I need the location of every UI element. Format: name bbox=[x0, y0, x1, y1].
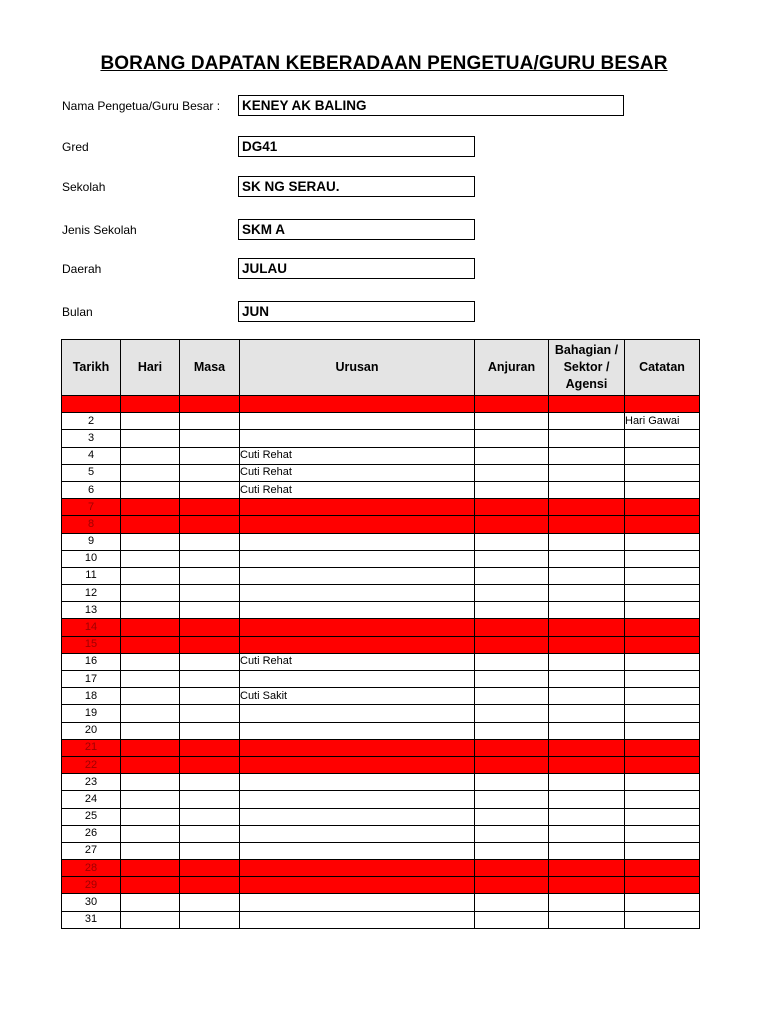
cell-hari[interactable] bbox=[121, 499, 180, 516]
cell-anjuran[interactable] bbox=[475, 516, 549, 533]
cell-urusan[interactable] bbox=[240, 774, 475, 791]
cell-anjuran[interactable] bbox=[475, 602, 549, 619]
cell-catatan[interactable] bbox=[625, 619, 700, 636]
cell-catatan[interactable] bbox=[625, 911, 700, 928]
cell-bahagian[interactable] bbox=[549, 894, 625, 911]
header-masa: Masa bbox=[180, 340, 240, 396]
cell-masa[interactable] bbox=[180, 636, 240, 653]
cell-anjuran[interactable] bbox=[475, 585, 549, 602]
cell-catatan[interactable] bbox=[625, 430, 700, 447]
cell-hari[interactable] bbox=[121, 585, 180, 602]
cell-catatan[interactable] bbox=[625, 894, 700, 911]
cell-catatan[interactable] bbox=[625, 671, 700, 688]
table-row bbox=[62, 585, 700, 602]
form-title: BORANG DAPATAN KEBERADAAN PENGETUA/GURU BESAR bbox=[100, 53, 668, 74]
cell-masa[interactable] bbox=[180, 447, 240, 464]
cell-catatan[interactable] bbox=[625, 825, 700, 842]
cell-hari[interactable] bbox=[121, 774, 180, 791]
cell-anjuran[interactable] bbox=[475, 533, 549, 550]
cell-hari[interactable] bbox=[121, 413, 180, 430]
cell-anjuran[interactable] bbox=[475, 671, 549, 688]
cell-anjuran[interactable] bbox=[475, 756, 549, 773]
cell-masa[interactable] bbox=[180, 722, 240, 739]
cell-urusan[interactable] bbox=[240, 722, 475, 739]
cell-anjuran[interactable] bbox=[475, 791, 549, 808]
cell-bahagian[interactable] bbox=[549, 585, 625, 602]
cell-anjuran[interactable] bbox=[475, 894, 549, 911]
cell-masa[interactable] bbox=[180, 430, 240, 447]
cell-hari[interactable] bbox=[121, 739, 180, 756]
cell-bahagian[interactable] bbox=[549, 481, 625, 498]
cell-masa[interactable] bbox=[180, 774, 240, 791]
cell-catatan[interactable] bbox=[625, 653, 700, 670]
cell-bahagian[interactable] bbox=[549, 550, 625, 567]
field-bulan[interactable]: JUN bbox=[238, 301, 475, 322]
cell-urusan[interactable] bbox=[240, 499, 475, 516]
cell-tarikh[interactable]: 24 bbox=[62, 791, 121, 808]
cell-anjuran[interactable] bbox=[475, 705, 549, 722]
cell-urusan[interactable]: Cuti Rehat bbox=[240, 464, 475, 481]
cell-anjuran[interactable] bbox=[475, 430, 549, 447]
cell-tarikh[interactable]: 31 bbox=[62, 911, 121, 928]
cell-anjuran[interactable] bbox=[475, 636, 549, 653]
cell-tarikh[interactable]: 7 bbox=[62, 499, 121, 516]
cell-urusan[interactable]: Cuti Rehat bbox=[240, 653, 475, 670]
cell-urusan[interactable] bbox=[240, 808, 475, 825]
cell-catatan[interactable] bbox=[625, 791, 700, 808]
cell-bahagian[interactable] bbox=[549, 516, 625, 533]
cell-bahagian[interactable] bbox=[549, 860, 625, 877]
cell-masa[interactable] bbox=[180, 619, 240, 636]
cell-tarikh[interactable]: 18 bbox=[62, 688, 121, 705]
cell-masa[interactable] bbox=[180, 860, 240, 877]
cell-hari[interactable] bbox=[121, 894, 180, 911]
cell-tarikh[interactable]: 16 bbox=[62, 653, 121, 670]
cell-masa[interactable] bbox=[180, 756, 240, 773]
cell-masa[interactable] bbox=[180, 396, 240, 413]
cell-bahagian[interactable] bbox=[549, 825, 625, 842]
cell-catatan[interactable] bbox=[625, 842, 700, 859]
cell-bahagian[interactable] bbox=[549, 911, 625, 928]
cell-hari[interactable] bbox=[121, 567, 180, 584]
table-row bbox=[62, 430, 700, 447]
table-row bbox=[62, 602, 700, 619]
cell-catatan[interactable] bbox=[625, 860, 700, 877]
cell-hari[interactable] bbox=[121, 516, 180, 533]
cell-masa[interactable] bbox=[180, 842, 240, 859]
table-row bbox=[62, 447, 700, 464]
cell-masa[interactable] bbox=[180, 499, 240, 516]
cell-bahagian[interactable] bbox=[549, 499, 625, 516]
cell-bahagian[interactable] bbox=[549, 774, 625, 791]
cell-urusan[interactable] bbox=[240, 894, 475, 911]
cell-hari[interactable] bbox=[121, 602, 180, 619]
table-row bbox=[62, 413, 700, 430]
cell-bahagian[interactable] bbox=[549, 671, 625, 688]
cell-urusan[interactable] bbox=[240, 585, 475, 602]
label-jenis-sekolah: Jenis Sekolah bbox=[62, 223, 137, 237]
cell-bahagian[interactable] bbox=[549, 808, 625, 825]
cell-urusan[interactable] bbox=[240, 396, 475, 413]
cell-tarikh[interactable]: 22 bbox=[62, 756, 121, 773]
cell-hari[interactable] bbox=[121, 911, 180, 928]
cell-tarikh[interactable]: 4 bbox=[62, 447, 121, 464]
cell-urusan[interactable] bbox=[240, 550, 475, 567]
cell-catatan[interactable] bbox=[625, 499, 700, 516]
cell-hari[interactable] bbox=[121, 705, 180, 722]
cell-urusan[interactable] bbox=[240, 842, 475, 859]
header-urusan: Urusan bbox=[240, 340, 475, 396]
cell-hari[interactable] bbox=[121, 791, 180, 808]
cell-anjuran[interactable] bbox=[475, 825, 549, 842]
cell-tarikh[interactable]: 15 bbox=[62, 636, 121, 653]
cell-tarikh[interactable]: 3 bbox=[62, 430, 121, 447]
attendance-table bbox=[61, 339, 700, 929]
cell-tarikh[interactable]: 12 bbox=[62, 585, 121, 602]
cell-catatan[interactable] bbox=[625, 739, 700, 756]
cell-hari[interactable] bbox=[121, 671, 180, 688]
cell-bahagian[interactable] bbox=[549, 396, 625, 413]
cell-anjuran[interactable] bbox=[475, 722, 549, 739]
cell-hari[interactable] bbox=[121, 396, 180, 413]
cell-catatan[interactable] bbox=[625, 585, 700, 602]
cell-bahagian[interactable] bbox=[549, 619, 625, 636]
cell-masa[interactable] bbox=[180, 739, 240, 756]
cell-catatan[interactable] bbox=[625, 877, 700, 894]
cell-bahagian[interactable] bbox=[549, 756, 625, 773]
table-row bbox=[62, 516, 700, 533]
table-row bbox=[62, 825, 700, 842]
cell-catatan[interactable] bbox=[625, 447, 700, 464]
cell-tarikh[interactable]: 6 bbox=[62, 481, 121, 498]
cell-urusan[interactable] bbox=[240, 516, 475, 533]
cell-catatan[interactable] bbox=[625, 808, 700, 825]
cell-hari[interactable] bbox=[121, 464, 180, 481]
table-row bbox=[62, 688, 700, 705]
cell-tarikh[interactable]: 14 bbox=[62, 619, 121, 636]
cell-hari[interactable] bbox=[121, 653, 180, 670]
cell-bahagian[interactable] bbox=[549, 722, 625, 739]
cell-catatan[interactable] bbox=[625, 516, 700, 533]
cell-masa[interactable] bbox=[180, 550, 240, 567]
cell-urusan[interactable] bbox=[240, 602, 475, 619]
cell-urusan[interactable]: Cuti Rehat bbox=[240, 481, 475, 498]
field-nama[interactable]: KENEY AK BALING bbox=[238, 95, 624, 116]
cell-tarikh[interactable]: 26 bbox=[62, 825, 121, 842]
cell-masa[interactable] bbox=[180, 533, 240, 550]
cell-masa[interactable] bbox=[180, 481, 240, 498]
table-row bbox=[62, 499, 700, 516]
cell-hari[interactable] bbox=[121, 619, 180, 636]
cell-catatan[interactable] bbox=[625, 774, 700, 791]
header-hari: Hari bbox=[121, 340, 180, 396]
cell-urusan[interactable] bbox=[240, 671, 475, 688]
table-row bbox=[62, 705, 700, 722]
label-nama: Nama Pengetua/Guru Besar : bbox=[62, 99, 221, 113]
cell-masa[interactable] bbox=[180, 791, 240, 808]
cell-bahagian[interactable] bbox=[549, 688, 625, 705]
cell-masa[interactable] bbox=[180, 567, 240, 584]
table-row bbox=[62, 533, 700, 550]
table-header-row bbox=[62, 340, 700, 396]
cell-hari[interactable] bbox=[121, 825, 180, 842]
table-row bbox=[62, 481, 700, 498]
cell-tarikh[interactable]: 21 bbox=[62, 739, 121, 756]
cell-bahagian[interactable] bbox=[549, 602, 625, 619]
cell-urusan[interactable] bbox=[240, 705, 475, 722]
cell-bahagian[interactable] bbox=[549, 567, 625, 584]
cell-masa[interactable] bbox=[180, 705, 240, 722]
cell-tarikh[interactable]: 13 bbox=[62, 602, 121, 619]
cell-anjuran[interactable] bbox=[475, 877, 549, 894]
cell-urusan[interactable] bbox=[240, 533, 475, 550]
cell-masa[interactable] bbox=[180, 911, 240, 928]
cell-masa[interactable] bbox=[180, 585, 240, 602]
cell-tarikh[interactable]: 20 bbox=[62, 722, 121, 739]
cell-urusan[interactable] bbox=[240, 756, 475, 773]
cell-anjuran[interactable] bbox=[475, 396, 549, 413]
cell-catatan[interactable] bbox=[625, 464, 700, 481]
cell-hari[interactable] bbox=[121, 722, 180, 739]
cell-anjuran[interactable] bbox=[475, 774, 549, 791]
cell-urusan[interactable]: Cuti Sakit bbox=[240, 688, 475, 705]
cell-tarikh[interactable]: 2 bbox=[62, 413, 121, 430]
header-tarikh: Tarikh bbox=[62, 340, 121, 396]
cell-masa[interactable] bbox=[180, 413, 240, 430]
cell-anjuran[interactable] bbox=[475, 499, 549, 516]
cell-hari[interactable] bbox=[121, 447, 180, 464]
table-row bbox=[62, 550, 700, 567]
cell-tarikh[interactable]: 9 bbox=[62, 533, 121, 550]
cell-tarikh[interactable]: 27 bbox=[62, 842, 121, 859]
cell-bahagian[interactable] bbox=[549, 447, 625, 464]
table-row bbox=[62, 671, 700, 688]
cell-tarikh[interactable]: 17 bbox=[62, 671, 121, 688]
table-row bbox=[62, 739, 700, 756]
cell-hari[interactable] bbox=[121, 877, 180, 894]
cell-hari[interactable] bbox=[121, 688, 180, 705]
cell-hari[interactable] bbox=[121, 481, 180, 498]
label-bulan: Bulan bbox=[62, 305, 93, 319]
cell-tarikh[interactable]: 10 bbox=[62, 550, 121, 567]
table-row bbox=[62, 396, 700, 413]
field-jenis-sekolah[interactable]: SKM A bbox=[238, 219, 475, 240]
cell-catatan[interactable] bbox=[625, 533, 700, 550]
cell-bahagian[interactable] bbox=[549, 877, 625, 894]
cell-anjuran[interactable] bbox=[475, 688, 549, 705]
cell-bahagian[interactable] bbox=[549, 842, 625, 859]
cell-tarikh[interactable]: 30 bbox=[62, 894, 121, 911]
cell-hari[interactable] bbox=[121, 533, 180, 550]
header-catatan: Catatan bbox=[625, 340, 700, 396]
table-row bbox=[62, 791, 700, 808]
table-row bbox=[62, 722, 700, 739]
cell-bahagian[interactable] bbox=[549, 705, 625, 722]
field-sekolah[interactable]: SK NG SERAU. bbox=[238, 176, 475, 197]
cell-bahagian[interactable] bbox=[549, 533, 625, 550]
cell-anjuran[interactable] bbox=[475, 911, 549, 928]
cell-masa[interactable] bbox=[180, 464, 240, 481]
cell-masa[interactable] bbox=[180, 653, 240, 670]
cell-masa[interactable] bbox=[180, 825, 240, 842]
cell-tarikh[interactable]: 19 bbox=[62, 705, 121, 722]
table-row bbox=[62, 877, 700, 894]
cell-urusan[interactable] bbox=[240, 636, 475, 653]
cell-masa[interactable] bbox=[180, 808, 240, 825]
header-bahagian: Bahagian / Sektor / Agensi bbox=[549, 340, 625, 396]
cell-masa[interactable] bbox=[180, 688, 240, 705]
cell-hari[interactable] bbox=[121, 550, 180, 567]
label-daerah: Daerah bbox=[62, 262, 102, 276]
table-row bbox=[62, 619, 700, 636]
cell-bahagian[interactable] bbox=[549, 464, 625, 481]
cell-bahagian[interactable] bbox=[549, 430, 625, 447]
cell-hari[interactable] bbox=[121, 842, 180, 859]
cell-catatan[interactable] bbox=[625, 567, 700, 584]
cell-tarikh[interactable]: 25 bbox=[62, 808, 121, 825]
cell-catatan[interactable] bbox=[625, 722, 700, 739]
table-row bbox=[62, 842, 700, 859]
cell-hari[interactable] bbox=[121, 430, 180, 447]
table-row bbox=[62, 756, 700, 773]
cell-bahagian[interactable] bbox=[549, 413, 625, 430]
cell-masa[interactable] bbox=[180, 877, 240, 894]
cell-tarikh[interactable]: 8 bbox=[62, 516, 121, 533]
cell-masa[interactable] bbox=[180, 894, 240, 911]
cell-bahagian[interactable] bbox=[549, 653, 625, 670]
cell-catatan[interactable] bbox=[625, 481, 700, 498]
cell-urusan[interactable] bbox=[240, 877, 475, 894]
cell-anjuran[interactable] bbox=[475, 653, 549, 670]
cell-bahagian[interactable] bbox=[549, 791, 625, 808]
cell-hari[interactable] bbox=[121, 808, 180, 825]
cell-anjuran[interactable] bbox=[475, 447, 549, 464]
table-body bbox=[62, 396, 700, 929]
table-row bbox=[62, 567, 700, 584]
cell-catatan[interactable] bbox=[625, 550, 700, 567]
cell-urusan[interactable] bbox=[240, 430, 475, 447]
cell-tarikh[interactable]: 23 bbox=[62, 774, 121, 791]
cell-anjuran[interactable] bbox=[475, 739, 549, 756]
cell-anjuran[interactable] bbox=[475, 550, 549, 567]
field-gred[interactable]: DG41 bbox=[238, 136, 475, 157]
cell-catatan[interactable] bbox=[625, 756, 700, 773]
label-sekolah: Sekolah bbox=[62, 180, 106, 194]
table-row bbox=[62, 653, 700, 670]
table-row bbox=[62, 860, 700, 877]
cell-catatan[interactable] bbox=[625, 602, 700, 619]
cell-tarikh[interactable]: 5 bbox=[62, 464, 121, 481]
cell-catatan[interactable] bbox=[625, 636, 700, 653]
table-row bbox=[62, 636, 700, 653]
table-row bbox=[62, 774, 700, 791]
cell-catatan[interactable]: Hari Gawai bbox=[625, 413, 700, 430]
cell-hari[interactable] bbox=[121, 756, 180, 773]
cell-anjuran[interactable] bbox=[475, 464, 549, 481]
cell-anjuran[interactable] bbox=[475, 808, 549, 825]
cell-bahagian[interactable] bbox=[549, 636, 625, 653]
cell-tarikh[interactable]: 11 bbox=[62, 567, 121, 584]
cell-anjuran[interactable] bbox=[475, 842, 549, 859]
cell-masa[interactable] bbox=[180, 516, 240, 533]
label-gred: Gred bbox=[62, 140, 89, 154]
table-row bbox=[62, 808, 700, 825]
cell-tarikh[interactable] bbox=[62, 396, 121, 413]
cell-urusan[interactable]: Cuti Rehat bbox=[240, 447, 475, 464]
cell-anjuran[interactable] bbox=[475, 413, 549, 430]
cell-urusan[interactable] bbox=[240, 413, 475, 430]
cell-anjuran[interactable] bbox=[475, 619, 549, 636]
cell-urusan[interactable] bbox=[240, 739, 475, 756]
cell-urusan[interactable] bbox=[240, 567, 475, 584]
cell-urusan[interactable] bbox=[240, 911, 475, 928]
cell-anjuran[interactable] bbox=[475, 481, 549, 498]
cell-hari[interactable] bbox=[121, 636, 180, 653]
cell-catatan[interactable] bbox=[625, 705, 700, 722]
cell-catatan[interactable] bbox=[625, 688, 700, 705]
table-row bbox=[62, 911, 700, 928]
table-row bbox=[62, 894, 700, 911]
cell-bahagian[interactable] bbox=[549, 739, 625, 756]
header-anjuran: Anjuran bbox=[475, 340, 549, 396]
cell-anjuran[interactable] bbox=[475, 567, 549, 584]
cell-catatan[interactable] bbox=[625, 396, 700, 413]
cell-masa[interactable] bbox=[180, 671, 240, 688]
cell-masa[interactable] bbox=[180, 602, 240, 619]
cell-urusan[interactable] bbox=[240, 791, 475, 808]
cell-urusan[interactable] bbox=[240, 825, 475, 842]
cell-anjuran[interactable] bbox=[475, 860, 549, 877]
cell-urusan[interactable] bbox=[240, 619, 475, 636]
field-daerah[interactable]: JULAU bbox=[238, 258, 475, 279]
cell-tarikh[interactable]: 28 bbox=[62, 860, 121, 877]
table-row bbox=[62, 464, 700, 481]
cell-urusan[interactable] bbox=[240, 860, 475, 877]
cell-hari[interactable] bbox=[121, 860, 180, 877]
cell-tarikh[interactable]: 29 bbox=[62, 877, 121, 894]
